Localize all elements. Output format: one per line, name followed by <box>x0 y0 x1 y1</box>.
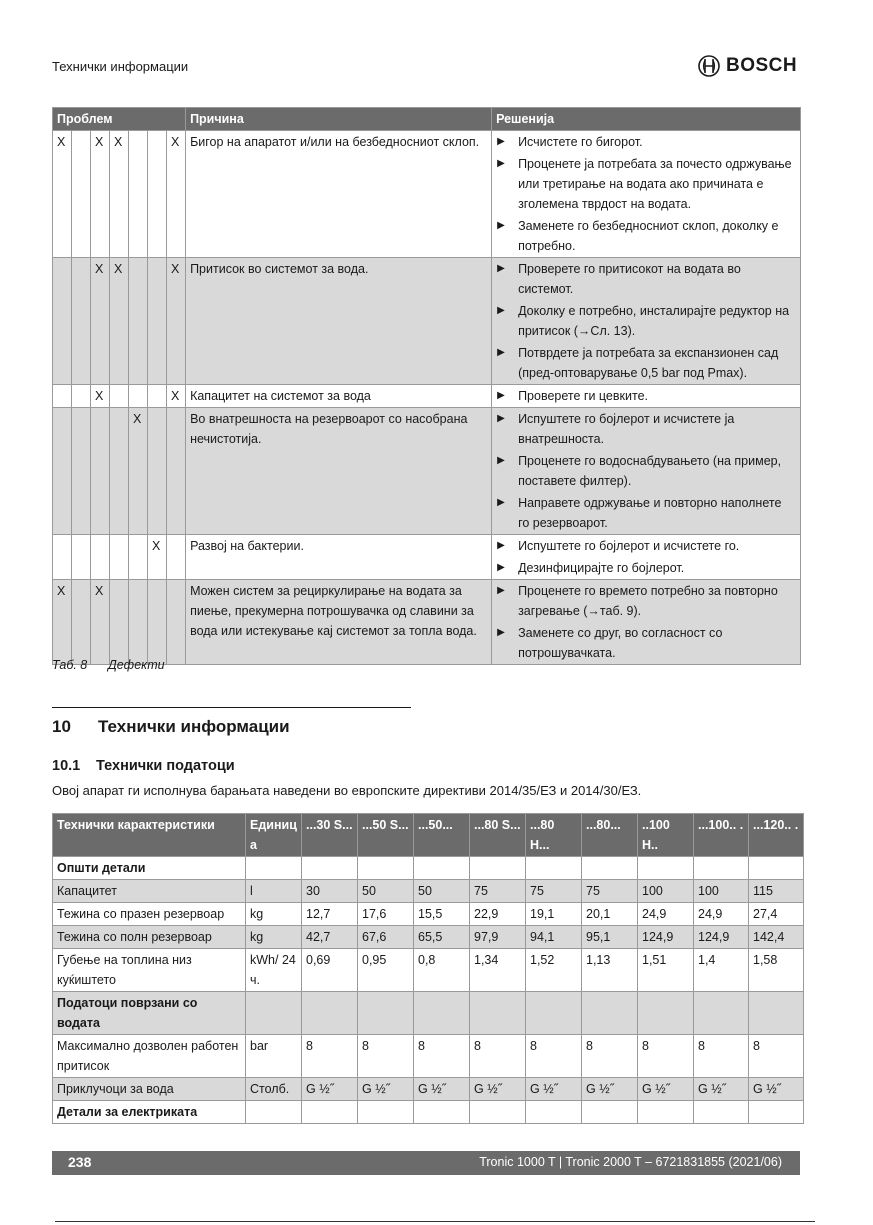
value-cell: 8 <box>470 1035 526 1078</box>
empty-cell <box>582 1101 638 1124</box>
subsection-heading <box>52 758 235 774</box>
problem-mark <box>129 258 148 385</box>
tech-data-row <box>53 1035 804 1078</box>
problem-mark: X <box>167 258 186 385</box>
tech-column-header: ...80 H... <box>526 814 582 857</box>
solution-text: Проценете го водоснабдувањето (на пример, поставете филтер). <box>518 454 782 488</box>
empty-cell <box>414 1101 470 1124</box>
empty-cell <box>749 992 804 1035</box>
value-cell: 24,9 <box>638 903 694 926</box>
value-cell: 8 <box>749 1035 804 1078</box>
solution-item <box>496 343 796 383</box>
problem-mark <box>53 258 72 385</box>
problem-mark <box>148 580 167 665</box>
value-cell: 1,13 <box>582 949 638 992</box>
empty-cell <box>526 857 582 880</box>
problem-mark: X <box>53 580 72 665</box>
problem-mark <box>91 535 110 580</box>
defect-row <box>53 131 801 258</box>
solution-text: Испуштете го бојлерот и исчистете го. <box>518 539 740 553</box>
empty-cell <box>246 992 302 1035</box>
problem-mark <box>167 408 186 535</box>
problem-mark <box>129 580 148 665</box>
value-cell: 124,9 <box>694 926 749 949</box>
empty-cell <box>302 857 358 880</box>
empty-cell <box>526 992 582 1035</box>
solution-text: Проверете го притисокот на водата во системот. <box>518 262 741 296</box>
tech-column-header: ...120.. . <box>749 814 804 857</box>
problem-mark: X <box>91 131 110 258</box>
bullet-arrow-icon: ▶ <box>497 413 505 424</box>
problem-mark: X <box>91 385 110 408</box>
bullet-arrow-icon: ▶ <box>497 305 505 316</box>
value-cell: 42,7 <box>302 926 358 949</box>
value-cell: 8 <box>638 1035 694 1078</box>
bottom-rule <box>55 1221 815 1222</box>
value-cell: G ½˝ <box>582 1078 638 1101</box>
problem-mark: X <box>110 131 129 258</box>
caption-text: Дефекти <box>108 658 165 672</box>
subsection-number: 10.1 <box>52 758 81 774</box>
value-cell: 8 <box>414 1035 470 1078</box>
solution-item <box>496 409 796 449</box>
empty-cell <box>749 857 804 880</box>
solution-item <box>496 216 796 256</box>
value-cell: 24,9 <box>694 903 749 926</box>
solution-item <box>496 301 796 341</box>
unit-cell: kg <box>246 926 302 949</box>
bullet-arrow-icon: ▶ <box>497 627 505 638</box>
solution-item <box>496 451 796 491</box>
tech-column-header: ...50 S... <box>358 814 414 857</box>
value-cell: 19,1 <box>526 903 582 926</box>
value-cell: 50 <box>414 880 470 903</box>
value-cell: 1,58 <box>749 949 804 992</box>
unit-cell: l <box>246 880 302 903</box>
empty-cell <box>749 1101 804 1124</box>
problem-mark <box>53 385 72 408</box>
value-cell: 20,1 <box>582 903 638 926</box>
problem-mark <box>72 408 91 535</box>
bosch-armature-icon <box>698 55 720 77</box>
page-footer <box>52 1151 800 1175</box>
defects-header-row <box>53 108 801 131</box>
empty-cell <box>246 1101 302 1124</box>
bullet-arrow-icon: ▶ <box>497 390 505 401</box>
empty-cell <box>302 1101 358 1124</box>
empty-cell <box>470 992 526 1035</box>
solutions-header: Решенија <box>492 108 801 131</box>
cause-cell: Можен систем за рециркулирање на водата за пиење, прекумерна потрошувачка од славини за вода или истекување кај системот за топла вода. <box>186 580 492 665</box>
section-number: 10 <box>52 717 71 736</box>
empty-cell <box>526 1101 582 1124</box>
problem-mark <box>148 258 167 385</box>
solution-text: Проценете ја потребата за почесто одржување или третирање на водата ако причината е зголемена тврдост на водата. <box>518 157 792 211</box>
bullet-arrow-icon: ▶ <box>497 263 505 274</box>
value-cell: G ½˝ <box>414 1078 470 1101</box>
value-cell: 142,4 <box>749 926 804 949</box>
problem-mark <box>72 535 91 580</box>
solutions-cell <box>492 535 801 580</box>
value-cell: 95,1 <box>582 926 638 949</box>
problem-mark <box>110 580 129 665</box>
empty-cell <box>638 992 694 1035</box>
solutions-cell <box>492 580 801 665</box>
subsection-title: Технички податоци <box>96 758 235 774</box>
solutions-cell <box>492 408 801 535</box>
value-cell: G ½˝ <box>694 1078 749 1101</box>
defect-row <box>53 408 801 535</box>
brand-name: BOSCH <box>726 55 798 76</box>
value-cell: 100 <box>638 880 694 903</box>
tech-group-row <box>53 992 804 1035</box>
group-label: Податоци поврзани со водата <box>53 992 246 1035</box>
value-cell: 8 <box>526 1035 582 1078</box>
group-label: Детали за електриката <box>53 1101 246 1124</box>
solution-item <box>496 259 796 299</box>
value-cell: 75 <box>470 880 526 903</box>
problem-mark <box>148 385 167 408</box>
problem-mark <box>72 258 91 385</box>
defect-row <box>53 385 801 408</box>
tech-data-row <box>53 926 804 949</box>
empty-cell <box>638 1101 694 1124</box>
solution-item <box>496 623 796 663</box>
tech-column-header: ...80... <box>582 814 638 857</box>
value-cell: G ½˝ <box>470 1078 526 1101</box>
value-cell: 94,1 <box>526 926 582 949</box>
bullet-arrow-icon: ▶ <box>497 136 505 147</box>
defect-row <box>53 258 801 385</box>
solution-text: Проверете ги цевките. <box>518 389 648 403</box>
page-number: 238 <box>68 1154 92 1170</box>
row-label: Максимално дозволен работен притисок <box>53 1035 246 1078</box>
problem-mark <box>129 385 148 408</box>
row-label: Губење на топлина низ куќиштето <box>53 949 246 992</box>
cause-cell: Капацитет на системот за вода <box>186 385 492 408</box>
page-header-title: Технички информации <box>52 59 189 74</box>
value-cell: 8 <box>694 1035 749 1078</box>
empty-cell <box>414 857 470 880</box>
problem-mark <box>110 385 129 408</box>
tech-column-header: ...30 S... <box>302 814 358 857</box>
value-cell: 1,4 <box>694 949 749 992</box>
solution-text: Заменете го безбедносниот склоп, доколку е потребно. <box>518 219 779 253</box>
empty-cell <box>470 1101 526 1124</box>
solution-text: Исчистете го бигорот. <box>518 135 643 149</box>
value-cell: 1,52 <box>526 949 582 992</box>
unit-cell: bar <box>246 1035 302 1078</box>
tech-header-row <box>53 814 804 857</box>
empty-cell <box>638 857 694 880</box>
defects-table <box>52 107 801 665</box>
tech-group-row <box>53 857 804 880</box>
value-cell: 100 <box>694 880 749 903</box>
solution-text: Испуштете го бојлерот и исчистете ја внатрешноста. <box>518 412 735 446</box>
empty-cell <box>358 857 414 880</box>
empty-cell <box>302 992 358 1035</box>
tech-column-header: ...80 S... <box>470 814 526 857</box>
tech-column-header: Технички карактеристики <box>53 814 246 857</box>
empty-cell <box>246 857 302 880</box>
cause-cell: Во внатрешноста на резервоарот со насобрана нечистотија. <box>186 408 492 535</box>
unit-cell: Столб. <box>246 1078 302 1101</box>
problem-mark <box>110 535 129 580</box>
solution-text: Проценете го времето потребно за повторно загревање (→таб. 9). <box>518 584 778 618</box>
tech-data-row <box>53 880 804 903</box>
empty-cell <box>358 992 414 1035</box>
problem-mark <box>129 535 148 580</box>
solution-text: Потврдете ја потребата за експанзионен сад (пред-оптоварување 0,5 bar под Pmax). <box>518 346 779 380</box>
value-cell: 0,8 <box>414 949 470 992</box>
value-cell: 8 <box>358 1035 414 1078</box>
tech-data-row <box>53 903 804 926</box>
solutions-cell <box>492 385 801 408</box>
value-cell: G ½˝ <box>749 1078 804 1101</box>
problem-mark <box>72 580 91 665</box>
solutions-cell <box>492 258 801 385</box>
problem-mark <box>167 535 186 580</box>
bullet-arrow-icon: ▶ <box>497 562 505 573</box>
solution-text: Заменете со друг, во согласност со потрошувачката. <box>518 626 723 660</box>
problem-mark: X <box>167 131 186 258</box>
value-cell: 22,9 <box>470 903 526 926</box>
solution-text: Дезинфицирајте го бојлерот. <box>518 561 685 575</box>
problem-mark <box>167 580 186 665</box>
empty-cell <box>358 1101 414 1124</box>
unit-cell: kWh/ 24 ч. <box>246 949 302 992</box>
tech-column-header: ...50... <box>414 814 470 857</box>
row-label: Тежина со полн резервоар <box>53 926 246 949</box>
problem-mark <box>110 408 129 535</box>
solution-text: Направете одржување и повторно наполнете го резервоарот. <box>518 496 782 530</box>
empty-cell <box>582 992 638 1035</box>
value-cell: 0,69 <box>302 949 358 992</box>
tech-data-row <box>53 1078 804 1101</box>
tech-column-header: Единиц а <box>246 814 302 857</box>
value-cell: 8 <box>582 1035 638 1078</box>
row-label: Капацитет <box>53 880 246 903</box>
empty-cell <box>470 857 526 880</box>
cause-cell: Развој на бактерии. <box>186 535 492 580</box>
value-cell: 124,9 <box>638 926 694 949</box>
value-cell: G ½˝ <box>358 1078 414 1101</box>
problem-header: Проблем <box>53 108 186 131</box>
value-cell: 0,95 <box>358 949 414 992</box>
intro-paragraph: Овој апарат ги исполнува барањата наведени во европските директиви 2014/35/ЕЗ и 2014/30/ЕЗ. <box>52 783 642 798</box>
row-label: Тежина со празен резервоар <box>53 903 246 926</box>
problem-mark <box>53 408 72 535</box>
solutions-cell <box>492 131 801 258</box>
problem-mark: X <box>148 535 167 580</box>
value-cell: 50 <box>358 880 414 903</box>
empty-cell <box>414 992 470 1035</box>
value-cell: 1,51 <box>638 949 694 992</box>
problem-mark <box>72 385 91 408</box>
solution-item <box>496 154 796 214</box>
caption-number: Таб. 8 <box>52 658 88 672</box>
solution-item <box>496 558 796 578</box>
tech-group-row <box>53 1101 804 1124</box>
value-cell: G ½˝ <box>526 1078 582 1101</box>
bullet-arrow-icon: ▶ <box>497 220 505 231</box>
empty-cell <box>582 857 638 880</box>
value-cell: 17,6 <box>358 903 414 926</box>
section-title: Технички информации <box>98 717 290 736</box>
problem-mark: X <box>91 258 110 385</box>
value-cell: 115 <box>749 880 804 903</box>
problem-mark: X <box>110 258 129 385</box>
bullet-arrow-icon: ▶ <box>497 540 505 551</box>
document-reference: Tronic 1000 T | Tronic 2000 T – 6721831855 (2021/06) <box>479 1155 782 1169</box>
solution-text: Доколку е потребно, инсталирајте редуктор на притисок (→Сл. 13). <box>518 304 790 338</box>
value-cell: 67,6 <box>358 926 414 949</box>
section-divider <box>52 707 411 708</box>
problem-mark: X <box>129 408 148 535</box>
technical-data-table <box>52 813 804 1124</box>
solution-item <box>496 386 796 406</box>
problem-mark: X <box>167 385 186 408</box>
bullet-arrow-icon: ▶ <box>497 585 505 596</box>
empty-cell <box>694 1101 749 1124</box>
tech-column-header: ..100 H.. <box>638 814 694 857</box>
defect-row <box>53 580 801 665</box>
value-cell: 65,5 <box>414 926 470 949</box>
problem-mark <box>91 408 110 535</box>
problem-mark <box>148 131 167 258</box>
solution-item <box>496 536 796 556</box>
value-cell: 12,7 <box>302 903 358 926</box>
value-cell: G ½˝ <box>302 1078 358 1101</box>
solution-item <box>496 493 796 533</box>
section-heading <box>52 717 290 737</box>
problem-mark: X <box>53 131 72 258</box>
empty-cell <box>694 857 749 880</box>
problem-mark: X <box>91 580 110 665</box>
row-label: Приклучоци за вода <box>53 1078 246 1101</box>
value-cell: G ½˝ <box>638 1078 694 1101</box>
bullet-arrow-icon: ▶ <box>497 455 505 466</box>
empty-cell <box>694 992 749 1035</box>
group-label: Општи детали <box>53 857 246 880</box>
problem-mark <box>148 408 167 535</box>
bullet-arrow-icon: ▶ <box>497 497 505 508</box>
value-cell: 27,4 <box>749 903 804 926</box>
bullet-arrow-icon: ▶ <box>497 158 505 169</box>
tech-data-row <box>53 949 804 992</box>
value-cell: 8 <box>302 1035 358 1078</box>
solution-item <box>496 132 796 152</box>
cause-header: Причина <box>186 108 492 131</box>
tech-column-header: ...100.. . <box>694 814 749 857</box>
value-cell: 75 <box>526 880 582 903</box>
bullet-arrow-icon: ▶ <box>497 347 505 358</box>
problem-mark <box>129 131 148 258</box>
defect-row <box>53 535 801 580</box>
problem-mark <box>72 131 91 258</box>
value-cell: 1,34 <box>470 949 526 992</box>
solution-item <box>496 581 796 621</box>
problem-mark <box>53 535 72 580</box>
table-caption <box>52 658 165 672</box>
cause-cell: Притисок во системот за вода. <box>186 258 492 385</box>
cause-cell: Бигор на апаратот и/или на безбедносниот склоп. <box>186 131 492 258</box>
unit-cell: kg <box>246 903 302 926</box>
value-cell: 30 <box>302 880 358 903</box>
bosch-logo <box>698 55 797 77</box>
value-cell: 75 <box>582 880 638 903</box>
value-cell: 15,5 <box>414 903 470 926</box>
value-cell: 97,9 <box>470 926 526 949</box>
